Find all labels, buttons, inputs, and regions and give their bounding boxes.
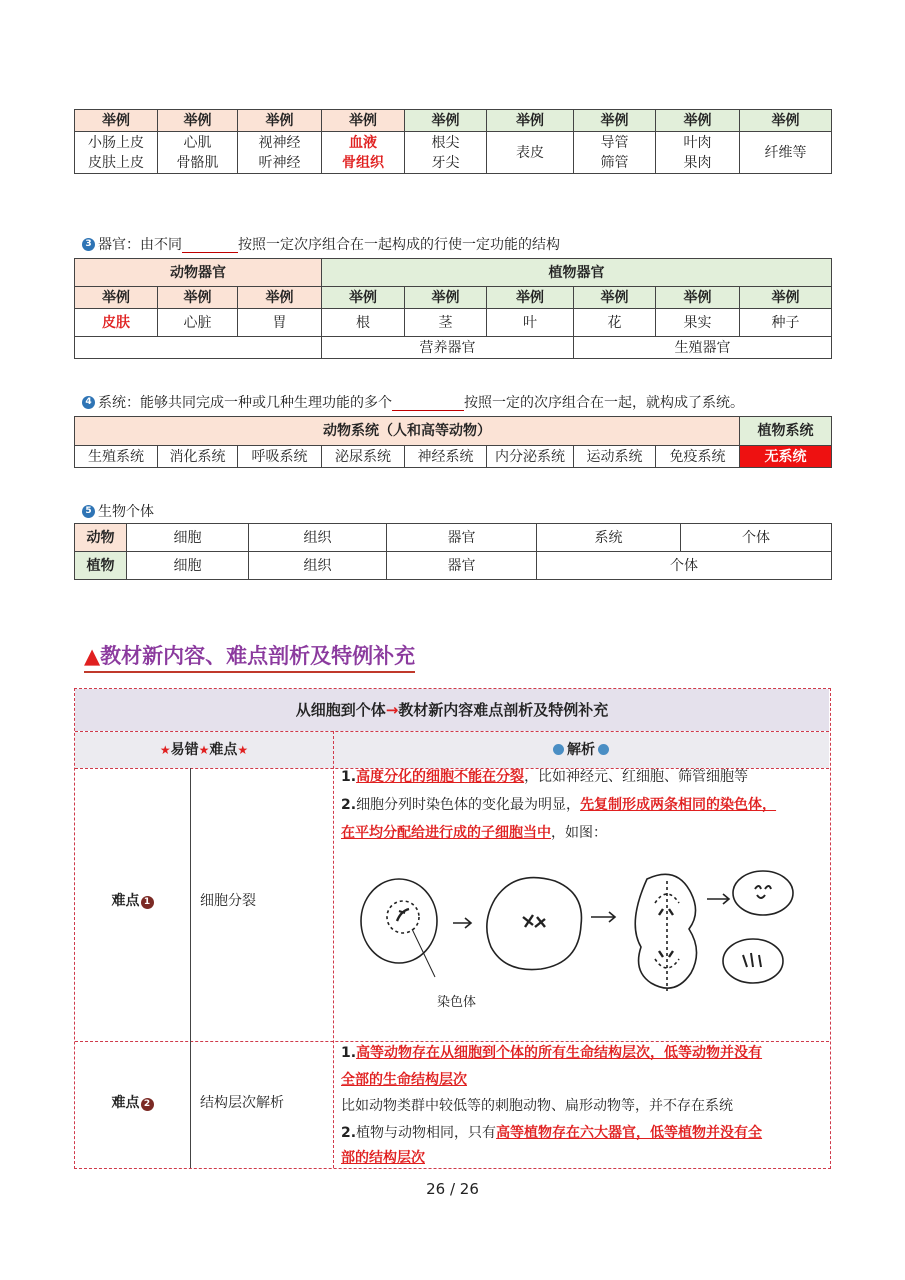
divider [75,1041,829,1042]
tissue-example-cell: 视神经 听神经 [238,132,322,174]
tissue-header-cell: 举例 [238,110,322,132]
system-cell: 生殖系统 [75,446,158,468]
level-cell: 组织 [249,552,387,580]
arrow-icon [707,894,729,904]
fill-blank [182,236,238,253]
vegetative-organs-label: 营养器官 [322,337,574,359]
number-badge-5: 5 [82,505,95,518]
divider [190,768,191,1168]
tissue-header-cell: 举例 [322,110,405,132]
topic-2: 结构层次解析 [200,1095,284,1111]
topic-1: 细胞分裂 [200,893,256,909]
tissue-example-cell: 血液 骨组织 [322,132,405,174]
dot-icon [553,744,564,755]
tissue-example-cell: 根尖 牙尖 [405,132,487,174]
example-label: 举例 [238,287,322,309]
system-cell: 泌尿系统 [322,446,405,468]
plant-row-label: 植物 [75,552,127,580]
difficulty-label-2: 难点 2 [75,1091,190,1115]
animal-organ-header: 动物器官 [75,259,322,287]
tissue-table [74,109,832,174]
plant-organ-header: 植物器官 [322,259,832,287]
difficulty-label-1: 难点 1 [75,889,190,913]
analysis-line: 1.高等动物存在从细胞到个体的所有生命结构层次，低等动物并没有 [341,1045,763,1061]
cell-stage-3 [635,874,696,991]
animal-system-header: 动物系统（人和高等动物） [75,417,740,446]
column-header-left: ★易错★难点★ [159,742,249,758]
system-cell: 内分泌系统 [487,446,574,468]
example-label: 举例 [75,287,158,309]
analysis-line: 2.细胞分列时染色体的变化最为明显，先复制形成两条相同的染色体， [341,797,777,813]
cell-division-figure [355,859,795,1019]
analysis-title: 从细胞到个体→教材新内容难点剖析及特例补充 [295,701,609,719]
level-cell: 器官 [387,524,537,552]
tissue-header-cell: 举例 [158,110,238,132]
example-label: 举例 [656,287,740,309]
tissue-header-cell: 举例 [740,110,832,132]
cell-stage-2 [487,878,582,970]
example-label: 举例 [405,287,487,309]
organ-table [74,258,832,359]
tissue-example-cell: 叶肉 果肉 [656,132,740,174]
organ-caption: 3 器官：由不同 按照一定次序组合在一起构成的行使一定功能的结构 [82,234,560,254]
system-cell: 运动系统 [574,446,656,468]
plant-organ-cell: 种子 [740,309,832,337]
plant-organ-cell: 叶 [487,309,574,337]
tissue-example-cell: 心肌 骨骼肌 [158,132,238,174]
tissue-header-cell: 举例 [574,110,656,132]
analysis-line: 在平均分配给进行成的子细胞当中，如图： [341,825,607,841]
plant-no-system-cell: 无系统 [740,446,832,468]
dot-icon [598,744,609,755]
example-label: 举例 [740,287,832,309]
number-circle-icon: 2 [141,1098,154,1111]
level-cell: 系统 [537,524,681,552]
analysis-line: 1.高度分化的细胞不能在分裂，比如神经元、红细胞、筛管细胞等 [341,769,749,785]
reproductive-organs-label: 生殖器官 [574,337,832,359]
analysis-line: 2.植物与动物相同，只有高等植物存在六大器官，低等植物并没有全 [341,1125,763,1141]
animal-organ-cell: 皮肤 [75,309,158,337]
analysis-line: 全部的生命结构层次 [341,1072,467,1088]
organism-caption: 5 生物个体 [82,501,154,521]
organism-table [74,523,832,580]
number-circle-icon: 1 [141,896,154,909]
tissue-header-cell: 举例 [405,110,487,132]
number-badge-3: 3 [82,238,95,251]
animal-organ-cell: 胃 [238,309,322,337]
analysis-line: 比如动物类群中较低等的刺胞动物、扁形动物等，并不存在系统 [341,1098,733,1114]
level-cell: 个体 [681,524,832,552]
column-header-right: 解析 [333,732,829,768]
system-caption: 4 系统：能够共同完成一种或几种生理功能的多个 按照一定的次序组合在一起，就构成了系统。 [82,392,744,412]
cell-stage-4 [723,871,793,983]
plant-organ-cell: 花 [574,309,656,337]
level-cell: 细胞 [127,524,249,552]
system-cell: 神经系统 [405,446,487,468]
level-cell: 细胞 [127,552,249,580]
tissue-example-cell: 表皮 [487,132,574,174]
plant-system-header: 植物系统 [740,417,832,446]
example-label: 举例 [487,287,574,309]
example-label: 举例 [158,287,238,309]
star-icon: ★ [159,743,171,757]
arrow-icon [591,912,615,922]
plant-organ-cell: 根 [322,309,405,337]
triangle-icon: ▲ [84,644,101,668]
number-badge-4: 4 [82,396,95,409]
section-heading: ▲教材新内容、难点剖析及特例补充 [84,642,415,673]
animal-row-label: 动物 [75,524,127,552]
star-icon: ★ [237,743,249,757]
page-number: 26 / 26 [426,1180,479,1198]
system-cell: 免疫系统 [656,446,740,468]
level-cell: 组织 [249,524,387,552]
system-cell: 消化系统 [158,446,238,468]
cell-stage-1 [361,879,437,963]
tissue-header-cell: 举例 [75,110,158,132]
system-cell: 呼吸系统 [238,446,322,468]
level-cell: 器官 [387,552,537,580]
tissue-example-cell: 纤维等 [740,132,832,174]
tissue-header-cell: 举例 [487,110,574,132]
fill-blank [392,394,464,411]
tissue-example-cell: 导管 筛管 [574,132,656,174]
example-label: 举例 [574,287,656,309]
level-cell: 个体 [537,552,832,580]
system-table [74,416,832,468]
plant-organ-cell: 茎 [405,309,487,337]
animal-organ-cell: 心脏 [158,309,238,337]
tissue-example-cell: 小肠上皮 皮肤上皮 [75,132,158,174]
empty-cell [75,337,322,359]
chromosome-label: 染色体 [437,995,477,1010]
star-icon: ★ [198,743,210,757]
analysis-table [74,688,831,1169]
tissue-header-cell: 举例 [656,110,740,132]
plant-organ-cell: 果实 [656,309,740,337]
example-label: 举例 [322,287,405,309]
divider [333,731,334,1168]
analysis-line: 部的结构层次 [341,1150,425,1166]
arrow-icon [453,918,471,928]
